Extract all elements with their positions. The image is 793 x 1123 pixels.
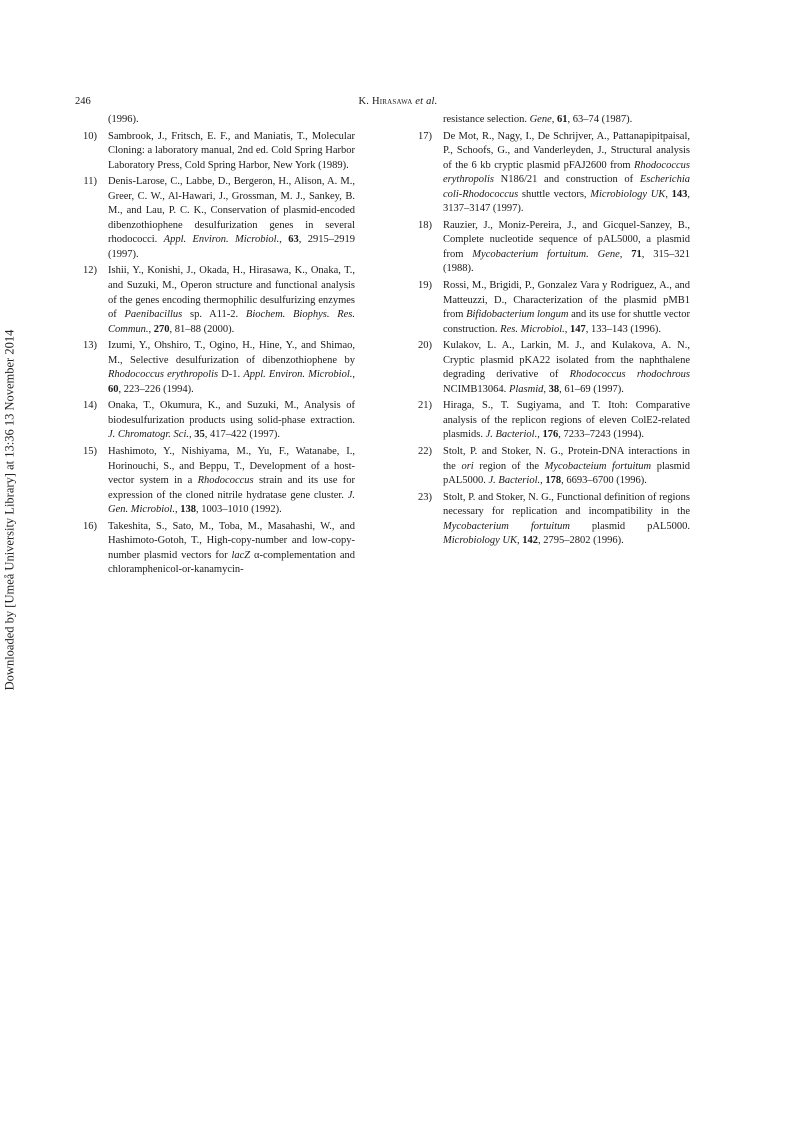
reference-text bbox=[108, 445, 355, 518]
italic-span: Rhodococcus bbox=[197, 475, 254, 487]
text-span: strain and its use for expression of the cloned nitrile hydratase gene cluster. bbox=[108, 475, 355, 501]
text-span: Takeshita, S., Sato, M., Toba, M., Masahashi, W., and Hashimoto-Gotoh, T., High-copy-number and low-copy-number plasmid vectors for bbox=[108, 520, 355, 561]
text-span: , 2795–2802 (1996). bbox=[537, 535, 624, 547]
text-span: , 7233–7243 (1994). bbox=[558, 429, 644, 441]
reference-number: 11) bbox=[83, 176, 97, 188]
text-span: , bbox=[352, 369, 355, 381]
reference-number: 18) bbox=[418, 219, 432, 231]
volume-number: 178 bbox=[545, 475, 562, 487]
text-span: , bbox=[540, 475, 546, 487]
reference-text bbox=[443, 339, 690, 397]
reference-text bbox=[108, 264, 355, 337]
text-span: , 1003–1010 (1992). bbox=[195, 504, 282, 516]
text-span: plasmid pAL5000. bbox=[443, 460, 690, 487]
text-span: , 133–143 (1996). bbox=[585, 323, 662, 335]
italic-span: Mycobacterium fortuitum. Gene bbox=[472, 248, 620, 260]
text-span: Izumi, Y., Ohshiro, T., Ogino, H., Hine, Y., and Shimao, M., Selective desulfurization of dibenzothiophene by bbox=[108, 340, 355, 366]
reference-number: 12) bbox=[83, 265, 97, 277]
italic-span: Rhodococcus erythropolis bbox=[108, 369, 219, 381]
text-span: , bbox=[551, 114, 557, 125]
text-span: , bbox=[279, 234, 289, 246]
volume-number: 60 bbox=[108, 383, 119, 395]
text-span: Ishii, Y., Konishi, J., Okada, H., Hirasawa, K., Onaka, T., and Suzuki, M., Operon structure and functional analysis of the genes encoding thermophilic desulfurizing enzymes of bbox=[108, 265, 355, 321]
reference-text bbox=[443, 279, 690, 337]
italic-span: Escherichia coli-Rhodococcus bbox=[443, 174, 690, 200]
running-head-initial: K. bbox=[358, 96, 372, 107]
text-span: , bbox=[174, 504, 181, 516]
italic-span: ori bbox=[461, 460, 474, 472]
italic-span: Appl. Environ. Microbiol. bbox=[243, 369, 353, 381]
reference-entry bbox=[410, 219, 690, 277]
volume-number: 63 bbox=[288, 234, 299, 246]
reference-number: 21) bbox=[418, 400, 432, 412]
reference-text bbox=[108, 520, 355, 578]
reference-number: 16) bbox=[83, 520, 97, 532]
volume-number: 35 bbox=[194, 429, 205, 441]
volume-number: 61 bbox=[557, 114, 568, 125]
reference-entry bbox=[410, 113, 690, 128]
reference-entry bbox=[410, 445, 690, 489]
reference-entry bbox=[410, 130, 690, 217]
reference-entry bbox=[75, 264, 355, 337]
text-span: sp. A11-2. bbox=[182, 309, 246, 321]
text-span: (1996). bbox=[108, 114, 139, 125]
text-span: , 61–69 (1997). bbox=[559, 383, 624, 395]
text-span: , bbox=[564, 323, 571, 335]
text-span: , bbox=[665, 188, 672, 200]
italic-span: Plasmid bbox=[508, 383, 544, 395]
text-span: Onaka, T., Okumura, K., and Suzuki, M., Analysis of biodesulfurization products using solid-phase extraction. bbox=[108, 400, 355, 426]
reference-text bbox=[443, 445, 690, 489]
volume-number: 176 bbox=[542, 429, 559, 441]
italic-span: Paenibacillus bbox=[124, 309, 183, 321]
reference-entry bbox=[410, 279, 690, 337]
reference-number: 19) bbox=[418, 280, 432, 292]
italic-span: Microbiology UK bbox=[590, 188, 666, 200]
italic-span: Gene bbox=[529, 114, 552, 125]
reference-entry bbox=[410, 339, 690, 397]
italic-span: Res. Microbiol. bbox=[500, 323, 565, 335]
volume-number: 270 bbox=[153, 323, 170, 335]
reference-text bbox=[443, 130, 690, 217]
reference-text bbox=[443, 399, 690, 443]
text-span: , 81–88 (2000). bbox=[169, 323, 235, 335]
running-head bbox=[318, 96, 478, 107]
text-span: , 223–226 (1994). bbox=[118, 383, 194, 395]
text-span: shuttle vectors, bbox=[518, 188, 591, 200]
italic-span: lacZ bbox=[231, 549, 251, 561]
text-span: N186/21 and construction of bbox=[493, 174, 640, 186]
reference-text bbox=[443, 219, 690, 277]
volume-number: 71 bbox=[631, 248, 642, 260]
text-span: Stolt, P. and Stoker, N. G., Protein-DNA interactions in the bbox=[443, 446, 690, 472]
reference-entry bbox=[75, 399, 355, 443]
volume-number: 38 bbox=[548, 383, 560, 395]
reference-text bbox=[443, 113, 690, 128]
reference-number: 14) bbox=[83, 400, 97, 412]
text-span: Hiraga, S., T. Sugiyama, and T. Itoh: Comparative analysis of the replicon regions of eleven ColE2-related plasmids. bbox=[443, 400, 690, 441]
text-span: Rauzier, J., Moniz-Pereira, J., and Gicquel-Sanzey, B., Complete nucleotide sequence of pAL5000, a plasmid from bbox=[443, 219, 690, 260]
italic-span: J. Bacteriol. bbox=[485, 429, 538, 441]
running-head-author: Hirasawa bbox=[371, 96, 413, 107]
reference-number: 22) bbox=[418, 446, 432, 458]
italic-span: Appl. Environ. Microbiol. bbox=[163, 234, 280, 246]
text-span: Denis-Larose, C., Labbe, D., Bergeron, H., Alison, A. M., Greer, C. W., Al-Hawari, J., Grossman, M. J., Sankey, B. M., and Lau, P. C. K., Conservation of plasmid-encoded dibenzothiophene desulfurization genes in several rhodococci. bbox=[108, 176, 355, 246]
download-watermark bbox=[0, 230, 20, 790]
reference-entry bbox=[75, 445, 355, 518]
italic-span: J. Gen. Microbiol. bbox=[108, 489, 355, 516]
reference-entry bbox=[75, 175, 355, 262]
reference-text bbox=[443, 491, 690, 549]
text-span: , 63–74 (1987). bbox=[567, 114, 633, 125]
italic-span: Bifidobacterium longum bbox=[466, 309, 569, 321]
text-span: Sambrook, J., Fritsch, E. F., and Maniatis, T., Molecular Cloning: a laboratory manual, 2nd ed. Cold Spring Harbor Laboratory Press, Cold Spring Harbor, New York (1989). bbox=[108, 130, 355, 171]
italic-span: J. Chromatogr. Sci. bbox=[108, 429, 189, 441]
text-span: NCIMB13064. bbox=[443, 383, 509, 395]
reference-number: 10) bbox=[83, 130, 97, 142]
volume-number: 143 bbox=[671, 188, 688, 200]
reference-entry bbox=[75, 130, 355, 174]
text-span: , bbox=[189, 429, 195, 441]
text-span: Kulakov, L. A., Larkin, M. J., and Kulakova, A. N., Cryptic plasmid pKA22 isolated from the naphthalene degrading derivative of bbox=[443, 340, 690, 381]
text-span: D-1. bbox=[218, 369, 244, 381]
text-span: , 2915–2919 (1997). bbox=[108, 234, 356, 260]
text-span: plasmid pAL5000. bbox=[569, 520, 691, 532]
text-span: , bbox=[537, 429, 543, 441]
italic-span: Rhodococcus erythropolis bbox=[443, 159, 690, 186]
text-span: , 315–321 (1988). bbox=[443, 248, 691, 275]
text-span: Rossi, M., Brigidi, P., Gonzalez Vara y Rodriguez, A., and Matteuzzi, D., Characterization of the plasmid pMB1 from bbox=[443, 280, 690, 321]
reference-entry bbox=[75, 520, 355, 578]
reference-text bbox=[108, 130, 355, 174]
volume-number: 142 bbox=[522, 535, 538, 547]
reference-number: 15) bbox=[83, 446, 97, 458]
reference-number: 23) bbox=[418, 491, 432, 503]
reference-number: 17) bbox=[418, 130, 432, 142]
italic-span: Mycobacterium fortuitum bbox=[443, 520, 570, 532]
italic-span: Microbiology UK bbox=[443, 535, 517, 547]
text-span: α-complementation and chloramphenicol-or-kanamycin- bbox=[108, 549, 356, 576]
text-span: Stolt, P. and Stoker, N. G., Functional definition of regions necessary for replication and incompatibility in the bbox=[443, 491, 690, 518]
text-span: resistance selection. bbox=[443, 114, 530, 125]
running-head-etal: et al. bbox=[412, 96, 438, 107]
reference-entry bbox=[75, 339, 355, 397]
volume-number: 138 bbox=[180, 504, 196, 516]
text-span: Hashimoto, Y., Nishiyama, M., Yu, F., Watanabe, I., Horinouchi, S., and Beppu, T., Development of a host-vector system in a bbox=[108, 446, 355, 487]
reference-text bbox=[108, 399, 355, 443]
italic-span: Rhodococcus rhodochrous bbox=[569, 369, 690, 381]
reference-number: 13) bbox=[83, 340, 97, 352]
reference-column-left bbox=[75, 113, 355, 580]
reference-text bbox=[108, 339, 355, 397]
text-span: , 3137–3147 (1997). bbox=[443, 188, 691, 215]
reference-entry bbox=[410, 399, 690, 443]
page-number: 246 bbox=[75, 96, 91, 107]
reference-text bbox=[108, 113, 355, 128]
italic-span: J. Bacteriol. bbox=[488, 475, 541, 487]
download-watermark-text: Downloaded by [Umeå University Library] at 13:36 13 November 2014 bbox=[2, 329, 17, 691]
italic-span: Mycobacteium fortuitum bbox=[544, 460, 652, 472]
reference-number: 20) bbox=[418, 340, 432, 352]
italic-span: Biochem. Biophys. Res. Commun. bbox=[108, 309, 355, 335]
text-span: , bbox=[148, 323, 154, 335]
text-span: and its use for shuttle vector construction. bbox=[443, 309, 690, 335]
text-span: , bbox=[516, 535, 523, 547]
volume-number: 147 bbox=[570, 323, 586, 335]
reference-column-right bbox=[410, 113, 690, 551]
text-span: region of the bbox=[473, 460, 545, 472]
reference-entry bbox=[75, 113, 355, 128]
text-span: , 417–422 (1997). bbox=[204, 429, 280, 441]
reference-entry bbox=[410, 491, 690, 549]
text-span: , bbox=[619, 248, 632, 260]
text-span: , 6693–6700 (1996). bbox=[561, 475, 647, 487]
reference-text bbox=[108, 175, 355, 262]
text-span: De Mot, R., Nagy, I., De Schrijver, A., Pattanapipitpaisal, P., Schoofs, G., and Vanderleyden, J., Structural analysis of the 6 kb cryptic plasmid pFAJ2600 from bbox=[443, 130, 690, 171]
text-span: , bbox=[543, 383, 549, 395]
